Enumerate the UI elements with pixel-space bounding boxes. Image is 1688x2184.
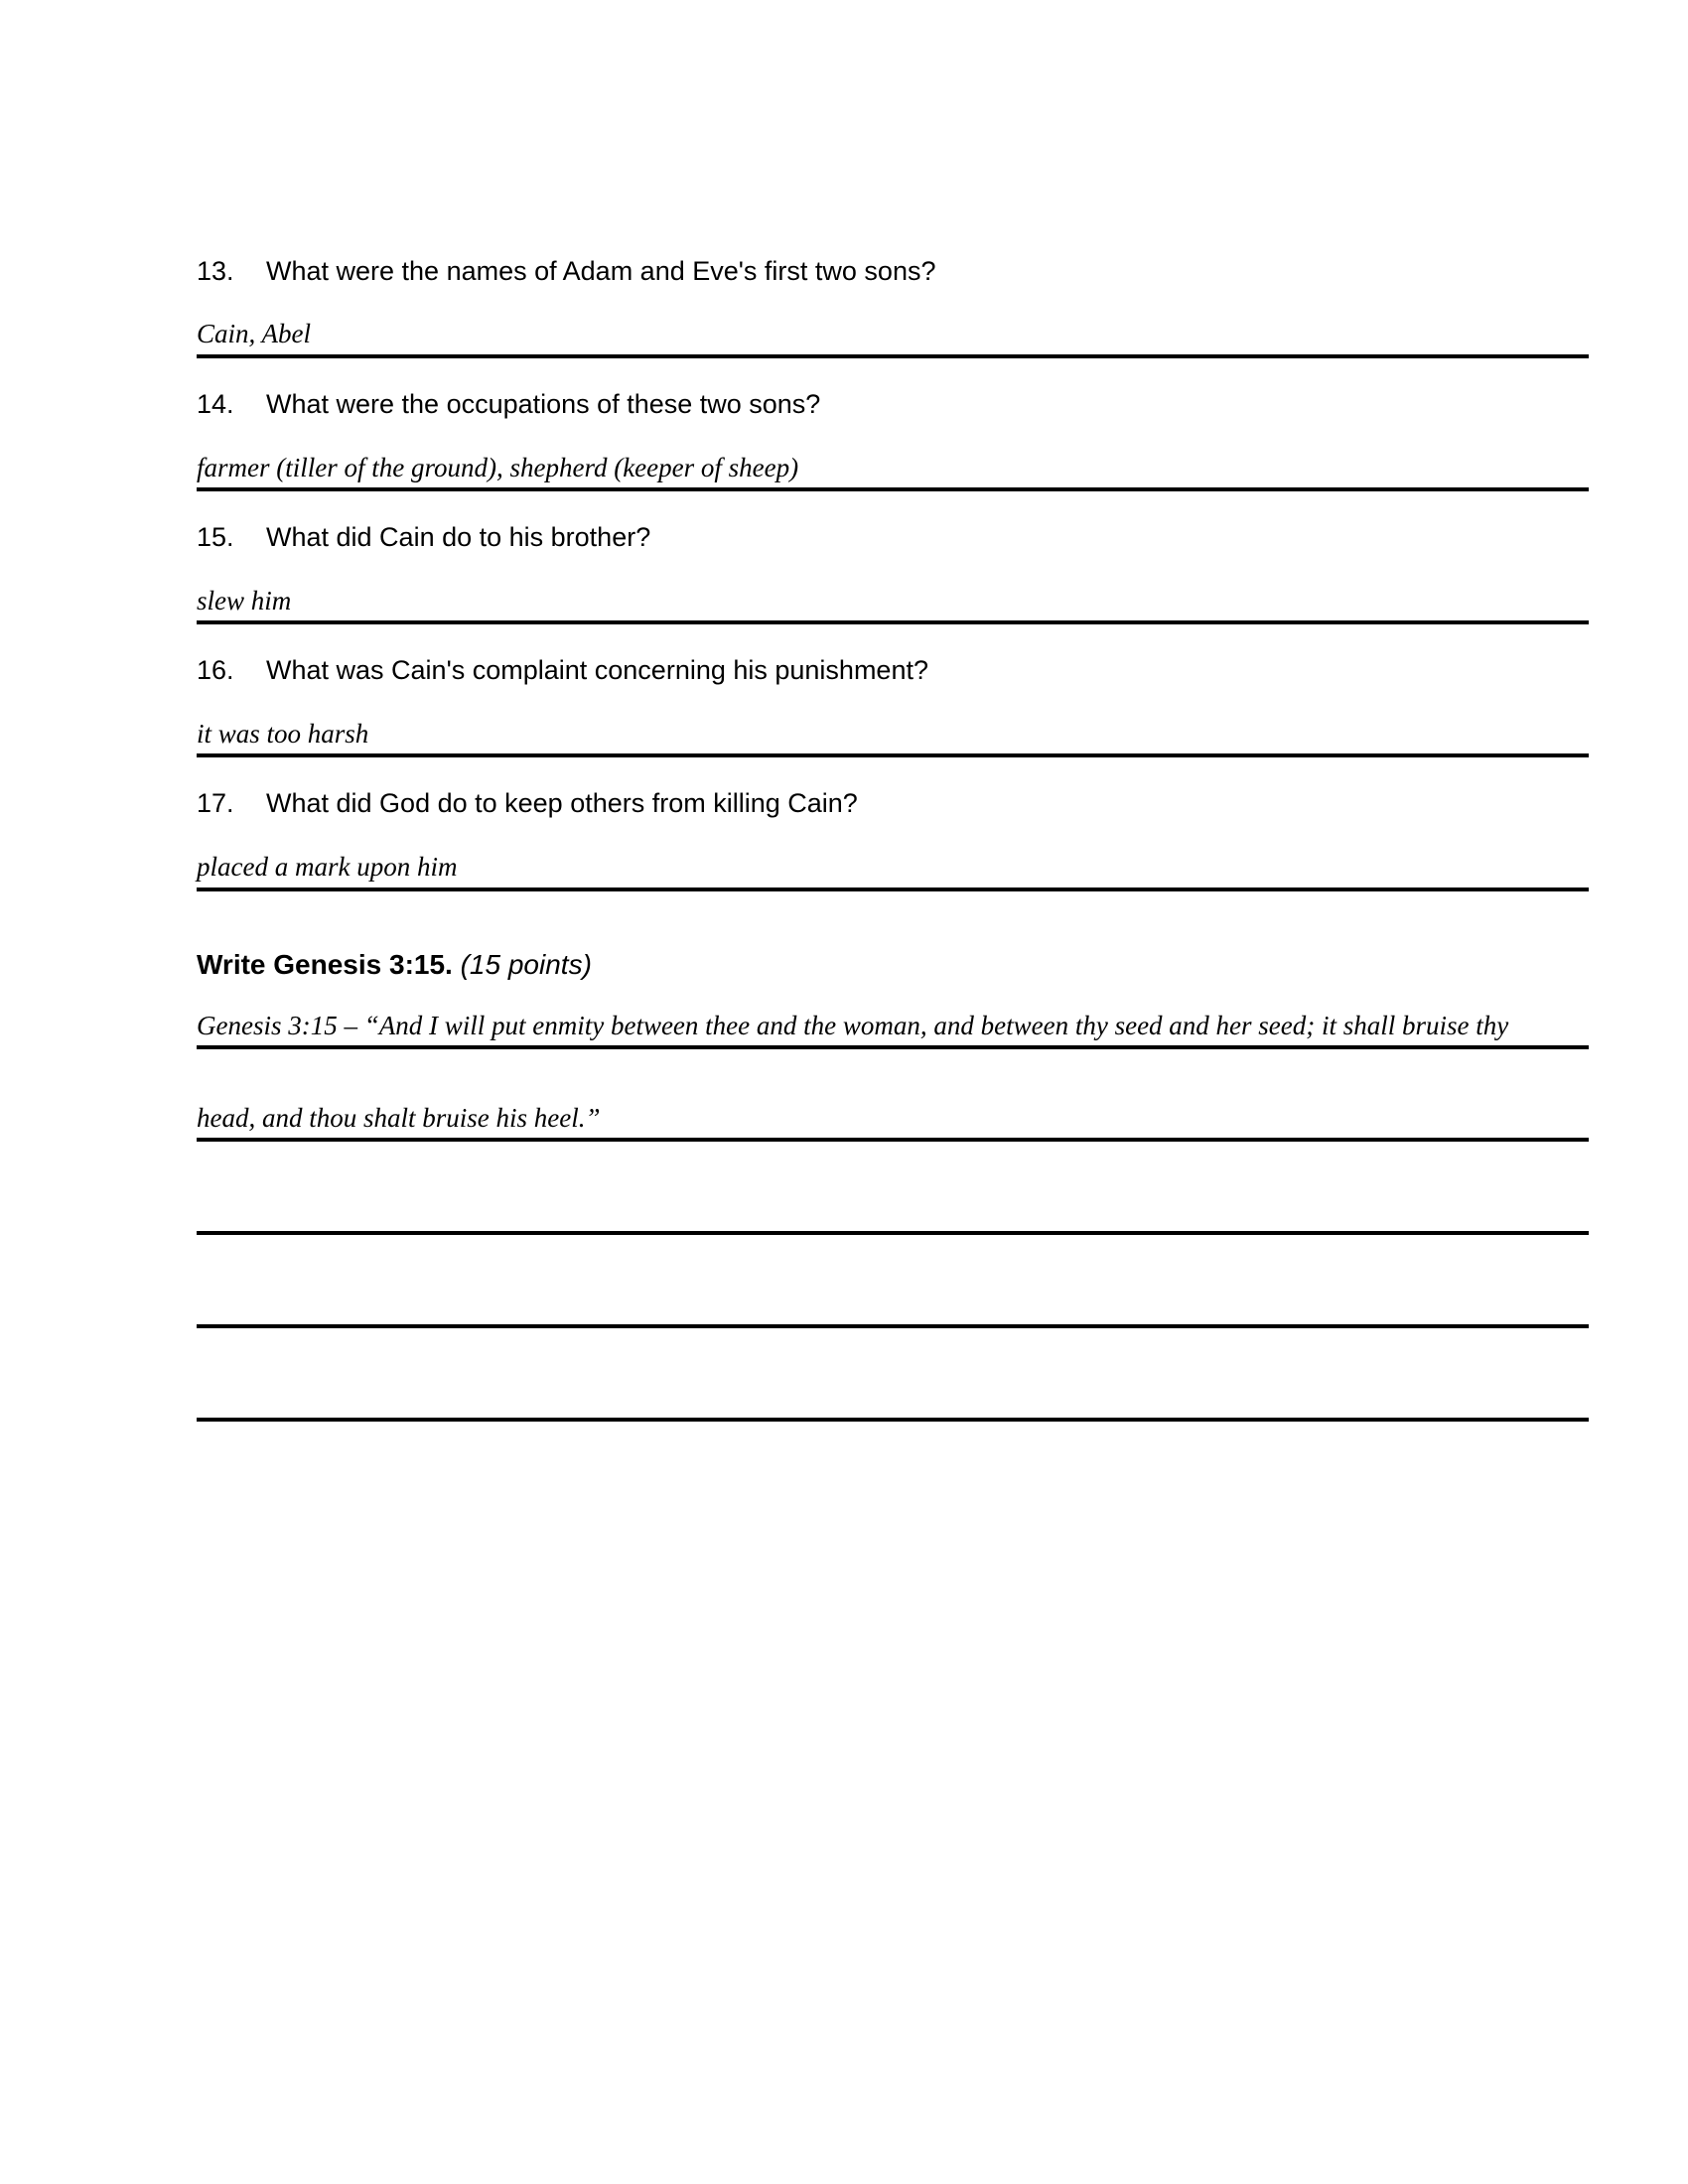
question-text: What did Cain do to his brother?	[266, 522, 651, 552]
answer-line-13	[197, 354, 1589, 358]
question-number: 13.	[197, 256, 234, 286]
question-16	[197, 654, 928, 686]
question-text: What did God do to keep others from killing Cain?	[266, 788, 858, 818]
question-17	[197, 787, 858, 819]
question-15	[197, 521, 650, 553]
answer-16[interactable]: it was too harsh	[197, 719, 369, 749]
question-number: 17.	[197, 788, 234, 818]
question-number: 14.	[197, 389, 234, 419]
memory-verse-heading	[197, 948, 592, 982]
answer-14[interactable]: farmer (tiller of the ground), shepherd (keeper of sheep)	[197, 453, 799, 482]
answer-line-17	[197, 887, 1589, 891]
question-number: 15.	[197, 522, 234, 552]
verse-rule-2	[197, 1138, 1589, 1142]
answer-15[interactable]: slew him	[197, 586, 292, 615]
answer-17[interactable]: placed a mark upon him	[197, 852, 458, 882]
verse-rule-3	[197, 1231, 1589, 1235]
answer-line-16	[197, 753, 1589, 757]
memory-verse-points: (15 points)	[460, 949, 592, 980]
answer-line-14	[197, 487, 1589, 491]
memory-verse-title: Write Genesis 3:15.	[197, 949, 453, 980]
verse-rule-1	[197, 1045, 1589, 1049]
question-13	[197, 255, 935, 287]
answer-13[interactable]: Cain, Abel	[197, 319, 312, 348]
question-text: What were the occupations of these two sons?	[266, 389, 821, 419]
question-14	[197, 388, 820, 420]
verse-rule-4	[197, 1324, 1589, 1328]
question-text: What was Cain's complaint concerning his punishment?	[266, 655, 928, 685]
verse-rule-5	[197, 1418, 1589, 1422]
verse-line-2[interactable]: head, and thou shalt bruise his heel.”	[197, 1103, 601, 1133]
question-text: What were the names of Adam and Eve's first two sons?	[266, 256, 936, 286]
question-number: 16.	[197, 655, 234, 685]
verse-line-1[interactable]: Genesis 3:15 – “And I will put enmity between thee and the woman, and between thy seed and her seed; it shall bruise thy	[197, 1011, 1509, 1040]
answer-line-15	[197, 620, 1589, 624]
